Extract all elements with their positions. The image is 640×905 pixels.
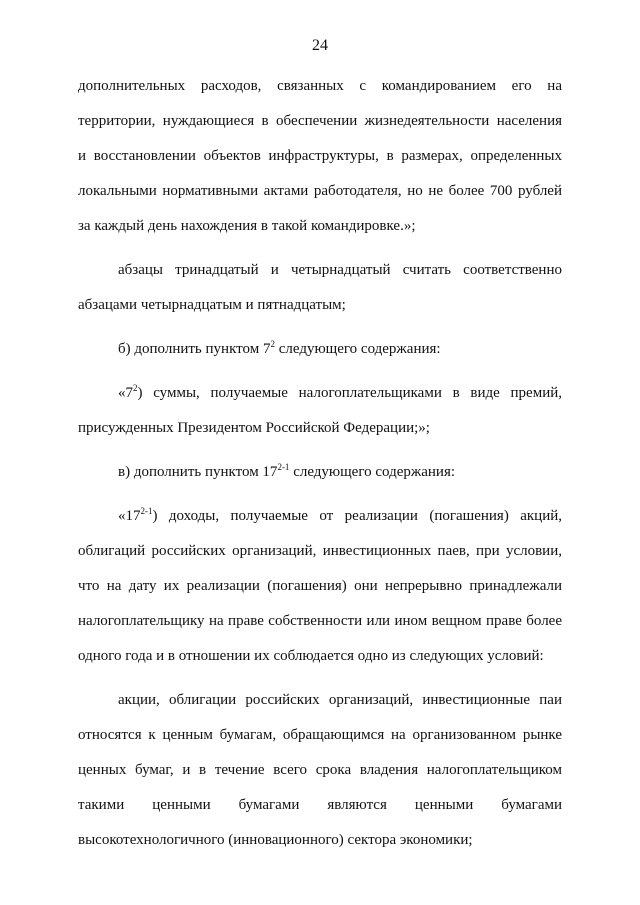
paragraph-continuation [78,69,562,244]
text-line: присужденных Президентом Российской Федерации;»; [78,420,430,436]
text-line: облигаций российских организаций, инвестиционных паев, при условии, [78,543,562,559]
text-line [78,376,562,411]
text-line: и восстановлении объектов инфраструктуры, в размерах, определенных [78,148,562,164]
paragraph-condition [78,683,562,858]
superscript: 2 [270,339,275,349]
superscript: 2 [133,383,138,393]
text-line [78,499,562,534]
text-line: ценных бумаг, и в течение всего срока владения налогоплательщиком [78,762,562,778]
paragraph-renumbering [78,253,562,323]
text-line: высокотехнологичного (инновационного) сектора экономики; [78,832,473,848]
text-segment: «17 [118,508,141,524]
page-number: 24 [312,37,328,54]
paragraph-item-17-2-1 [78,499,562,674]
text-line: налогоплательщику на праве собственности или ином вещном праве более [78,613,562,629]
text-segment: ) суммы, получаемые налогоплательщиками в виде премий, [137,385,562,401]
text-segment: ) доходы, получаемые от реализации (погашения) акций, [152,508,562,524]
paragraph-amend-b [78,332,562,367]
text-line: акции, облигации российских организаций, инвестиционные паи [118,692,562,708]
superscript: 2-1 [277,462,290,472]
paragraph-item-7-2 [78,376,562,446]
text-line: дополнительных расходов, связанных с командированием его на [78,78,562,94]
text-segment: следующего содержания: [289,464,456,480]
superscript: 2-1 [140,506,153,516]
text-line: за каждый день нахождения в такой командировке.»; [78,218,416,234]
text-line: одного года и в отношении их соблюдается одно из следующих условий: [78,648,544,664]
text-segment: б) дополнить пунктом 7 [118,341,271,357]
text-line: относятся к ценным бумагам, обращающимся на организованном рынке [78,727,562,743]
text-segment: следующего содержания: [274,341,441,357]
text-segment: в) дополнить пунктом 17 [118,464,278,480]
text-line: что на дату их реализации (погашения) они непрерывно принадлежали [78,578,562,594]
text-line: локальными нормативными актами работодателя, но не более 700 рублей [78,183,562,199]
text-line: абзацами четырнадцатым и пятнадцатым; [78,297,346,313]
text-line: абзацы тринадцатый и четырнадцатый считать соответственно [118,262,562,278]
text-line: такими ценными бумагами являются ценными бумагами [78,797,562,813]
text-segment: «7 [118,385,133,401]
paragraph-amend-v [78,455,562,490]
document-body [78,69,562,858]
text-line: территории, нуждающиеся в обеспечении жизнедеятельности населения [78,113,562,129]
